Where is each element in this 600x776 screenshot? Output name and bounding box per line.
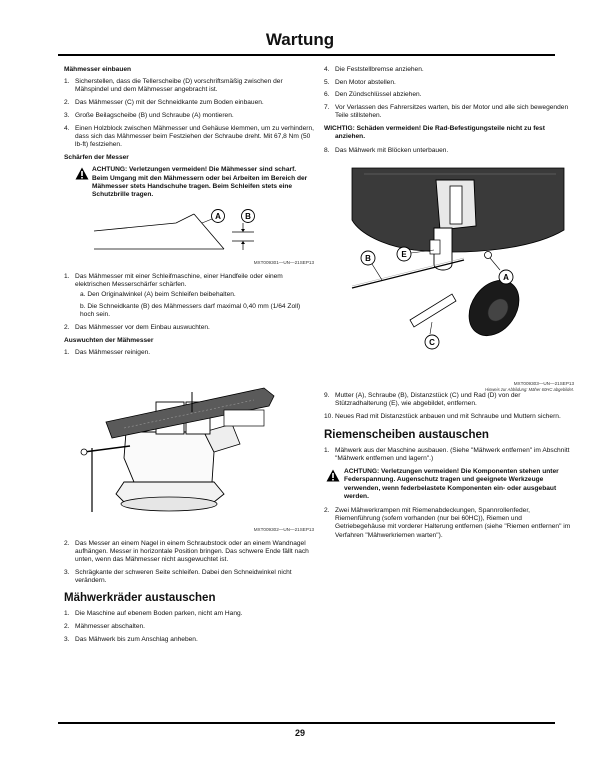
install-steps (64, 78, 314, 149)
step-text: Das Mähmesser mit einer Schleifmaschine, einer Handfeile oder einem elektrischen Messerschärfer schärfen. (75, 273, 283, 289)
figure-code: MXT009301—UN—21SEP13 (253, 260, 314, 266)
section-heading-wheels: Mähwerkräder austauschen (64, 592, 216, 605)
figure-wheel (324, 160, 574, 392)
figure-vise (64, 362, 314, 532)
list-item (64, 324, 314, 332)
step-text: Große Beilagscheibe (B) und Schraube (A) montieren. (75, 111, 234, 119)
important-note: WICHTIG: Schäden vermeiden! Die Rad-Befestigungsteile nicht zu fest anziehen. (324, 125, 545, 141)
step-number: 2. (64, 323, 70, 331)
section-heading-pulleys: Riemenscheiben austauschen (324, 429, 489, 442)
list-item (64, 623, 314, 631)
label-b: B (365, 254, 371, 264)
step-text: Schrägkante der schweren Seite schleifen. Dabei den Schneidwinkel nicht verändern. (75, 568, 292, 585)
step-number: 2. (324, 506, 330, 514)
step-text: Mutter (A), Schraube (B), Distanzstück (C) und Rad (D) von der Stützradhalterung (E), wie abgebildet, entfernen. (335, 392, 521, 408)
list-item (324, 507, 574, 540)
section-heading-balance: Auswuchten der Mähmesser (64, 336, 154, 344)
pulley-steps (324, 447, 574, 463)
list-item (64, 540, 314, 565)
step-text: Das Mähwerk bis zum Anschlag anheben. (75, 635, 198, 643)
list-item (64, 636, 314, 644)
figure-blade-edge (64, 205, 314, 266)
label-e: E (401, 250, 407, 260)
list-item (64, 569, 314, 585)
section-heading-install: Mähmesser einbauen (64, 66, 132, 73)
step-number: 1. (324, 447, 330, 455)
step-number: 9. (324, 392, 330, 400)
vise-balance-illustration (64, 362, 314, 524)
step-number: 6. (324, 91, 330, 99)
list-item (64, 78, 314, 94)
step-text: Vor Verlassen des Fahrersitzes warten, bis der Motor und alle sich bewegenden Teile stillstehen. (335, 104, 569, 120)
step-number: 2. (64, 622, 70, 630)
pulley-steps-cont (324, 507, 574, 540)
list-item (324, 447, 574, 463)
list-item (64, 99, 314, 107)
list-item (324, 66, 574, 74)
list-item (324, 91, 574, 99)
step-text: Einen Holzblock zwischen Mähmesser und Gehäuse klemmen, um zu verhindern, dass sich das Mähmesser beim Festziehen der Schraube dreht. Mit 67,8 Nm (50 lb-ft) festziehen. (75, 124, 314, 148)
sub-step: b. Die Schneidkante (B) des Mähmessers darf maximal 0,40 mm (1/64 Zoll) hoch sein. (80, 302, 301, 318)
step-number: 3. (64, 111, 70, 119)
step-text: Den Zündschlüssel abziehen. (335, 91, 422, 99)
step-text: Neues Rad mit Distanzstück anbauen und mit Schraube und Muttern sichern. (335, 413, 561, 421)
step-text: Das Mähwerk mit Blöcken unterbauen. (335, 147, 449, 155)
step-text: Den Motor abstellen. (335, 78, 396, 86)
step-text: Das Mähmesser (C) mit der Schneidkante zum Boden einbauen. (75, 99, 264, 107)
balance-steps-cont (64, 540, 314, 586)
warning-icon (75, 167, 89, 180)
sharpen-steps (64, 273, 314, 332)
list-item (324, 104, 574, 120)
step-text: Die Maschine auf ebenem Boden parken, nicht am Hang. (75, 610, 243, 618)
step-number: 1. (64, 610, 70, 618)
list-item (324, 413, 574, 421)
step-number: 5. (324, 78, 330, 86)
list-item (324, 79, 574, 87)
wheel-steps (64, 610, 314, 644)
sub-step: a. Den Originalwinkel (A) beim Schleifen beibehalten. (80, 290, 236, 298)
figure-code: MXT009303—UN—21SEP13 (513, 381, 574, 387)
label-a: A (215, 212, 221, 222)
step-number: 4. (324, 66, 330, 73)
step-8 (324, 147, 574, 155)
step-number: 2. (64, 99, 70, 107)
balance-steps (64, 349, 314, 357)
caution-sharpen (64, 166, 314, 199)
step-number: 1. (64, 273, 70, 281)
warning-icon (326, 469, 340, 482)
caution-text: ACHTUNG: Verletzungen vermeiden! Die Mähmesser sind scharf. Beim Umgang mit den Mähmessern oder bei Arbeiten im Bereich der Mähmesser stets Handschuhe tragen. Beim Schleifen stets eine Schutzbrille tragen. (92, 166, 308, 198)
step-number: 3. (64, 568, 70, 576)
page-number: 29 (294, 728, 305, 738)
list-item (324, 147, 574, 155)
list-item (64, 610, 314, 618)
wheel-steps-final (324, 392, 574, 421)
footer-divider (58, 722, 555, 724)
step-text: Die Feststellbremse anziehen. (335, 66, 424, 73)
label-c: C (429, 338, 435, 348)
step-number: 2. (64, 539, 70, 547)
list-item (64, 349, 314, 357)
caution-pulleys (324, 468, 574, 501)
step-text: Sicherstellen, dass die Tellerscheibe (D) vorschriftsmäßig zwischen der Mähspindel und dem Mähmesser angebracht ist. (75, 78, 283, 94)
figure-code: MXT009302—UN—21SEP13 (253, 526, 314, 532)
wheel-steps-cont (324, 66, 574, 121)
step-text: Zwei Mähwerkrampen mit Riemenabdeckungen, Spannrollenfeder, Riemenführung (sofern vorhanden (nur bei 60HC)), Riemen und Getriebegehäuse mit vorderer Halterung entfernen (siehe "Riemen entfernen" im Verfahren "Mähwerkriemen warten"). (335, 506, 571, 539)
step-number: 1. (64, 78, 70, 86)
page-title: Wartung (265, 30, 335, 49)
wheel-removal-illustration (324, 160, 574, 378)
step-text: Mähwerk aus der Maschine ausbauen. (Siehe "Mähwerk entfernen" im Abschnitt "Mähwerk entfernen und lagern".) (335, 447, 570, 463)
step-text: Das Messer an einem Nagel in einem Schraubstock oder an einem Wandnagel aufhängen. Messer in horizontale Position bringen. Das schwere Ende fällt nach unten, wenn das Mähmesser nicht ausgewuchtet ist. (75, 539, 309, 564)
step-text: Das Mähmesser vor dem Einbau auswuchten. (75, 323, 210, 331)
list-item (64, 112, 314, 120)
step-number: 8. (324, 147, 330, 155)
step-text: Das Mähmesser reinigen. (75, 349, 151, 357)
label-b: B (245, 212, 251, 222)
blade-edge-diagram (64, 205, 314, 257)
figure-note: Hinweis zur Abbildung: Mäher 60HC abgebildet. (485, 387, 574, 393)
header-divider (58, 54, 555, 56)
step-number: 3. (64, 635, 70, 643)
section-heading-sharpen: Schärfen der Messer (64, 154, 129, 162)
list-item (64, 125, 314, 150)
step-number: 10. (324, 413, 334, 421)
right-column (324, 66, 574, 544)
caution-text: ACHTUNG: Verletzungen vermeiden! Die Komponenten stehen unter Federspannung. Augenschutz tragen und geeignete Werkzeuge verwenden, wenn federbelastete Komponenten ein- oder ausgebaut werden. (344, 468, 559, 500)
label-a: A (503, 273, 509, 283)
step-number: 4. (64, 124, 70, 132)
step-number: 7. (324, 104, 330, 112)
list-item (324, 392, 574, 408)
step-number: 1. (64, 349, 70, 357)
left-column (64, 66, 314, 648)
list-item (64, 273, 314, 319)
step-text: Mähmesser abschalten. (75, 622, 146, 630)
